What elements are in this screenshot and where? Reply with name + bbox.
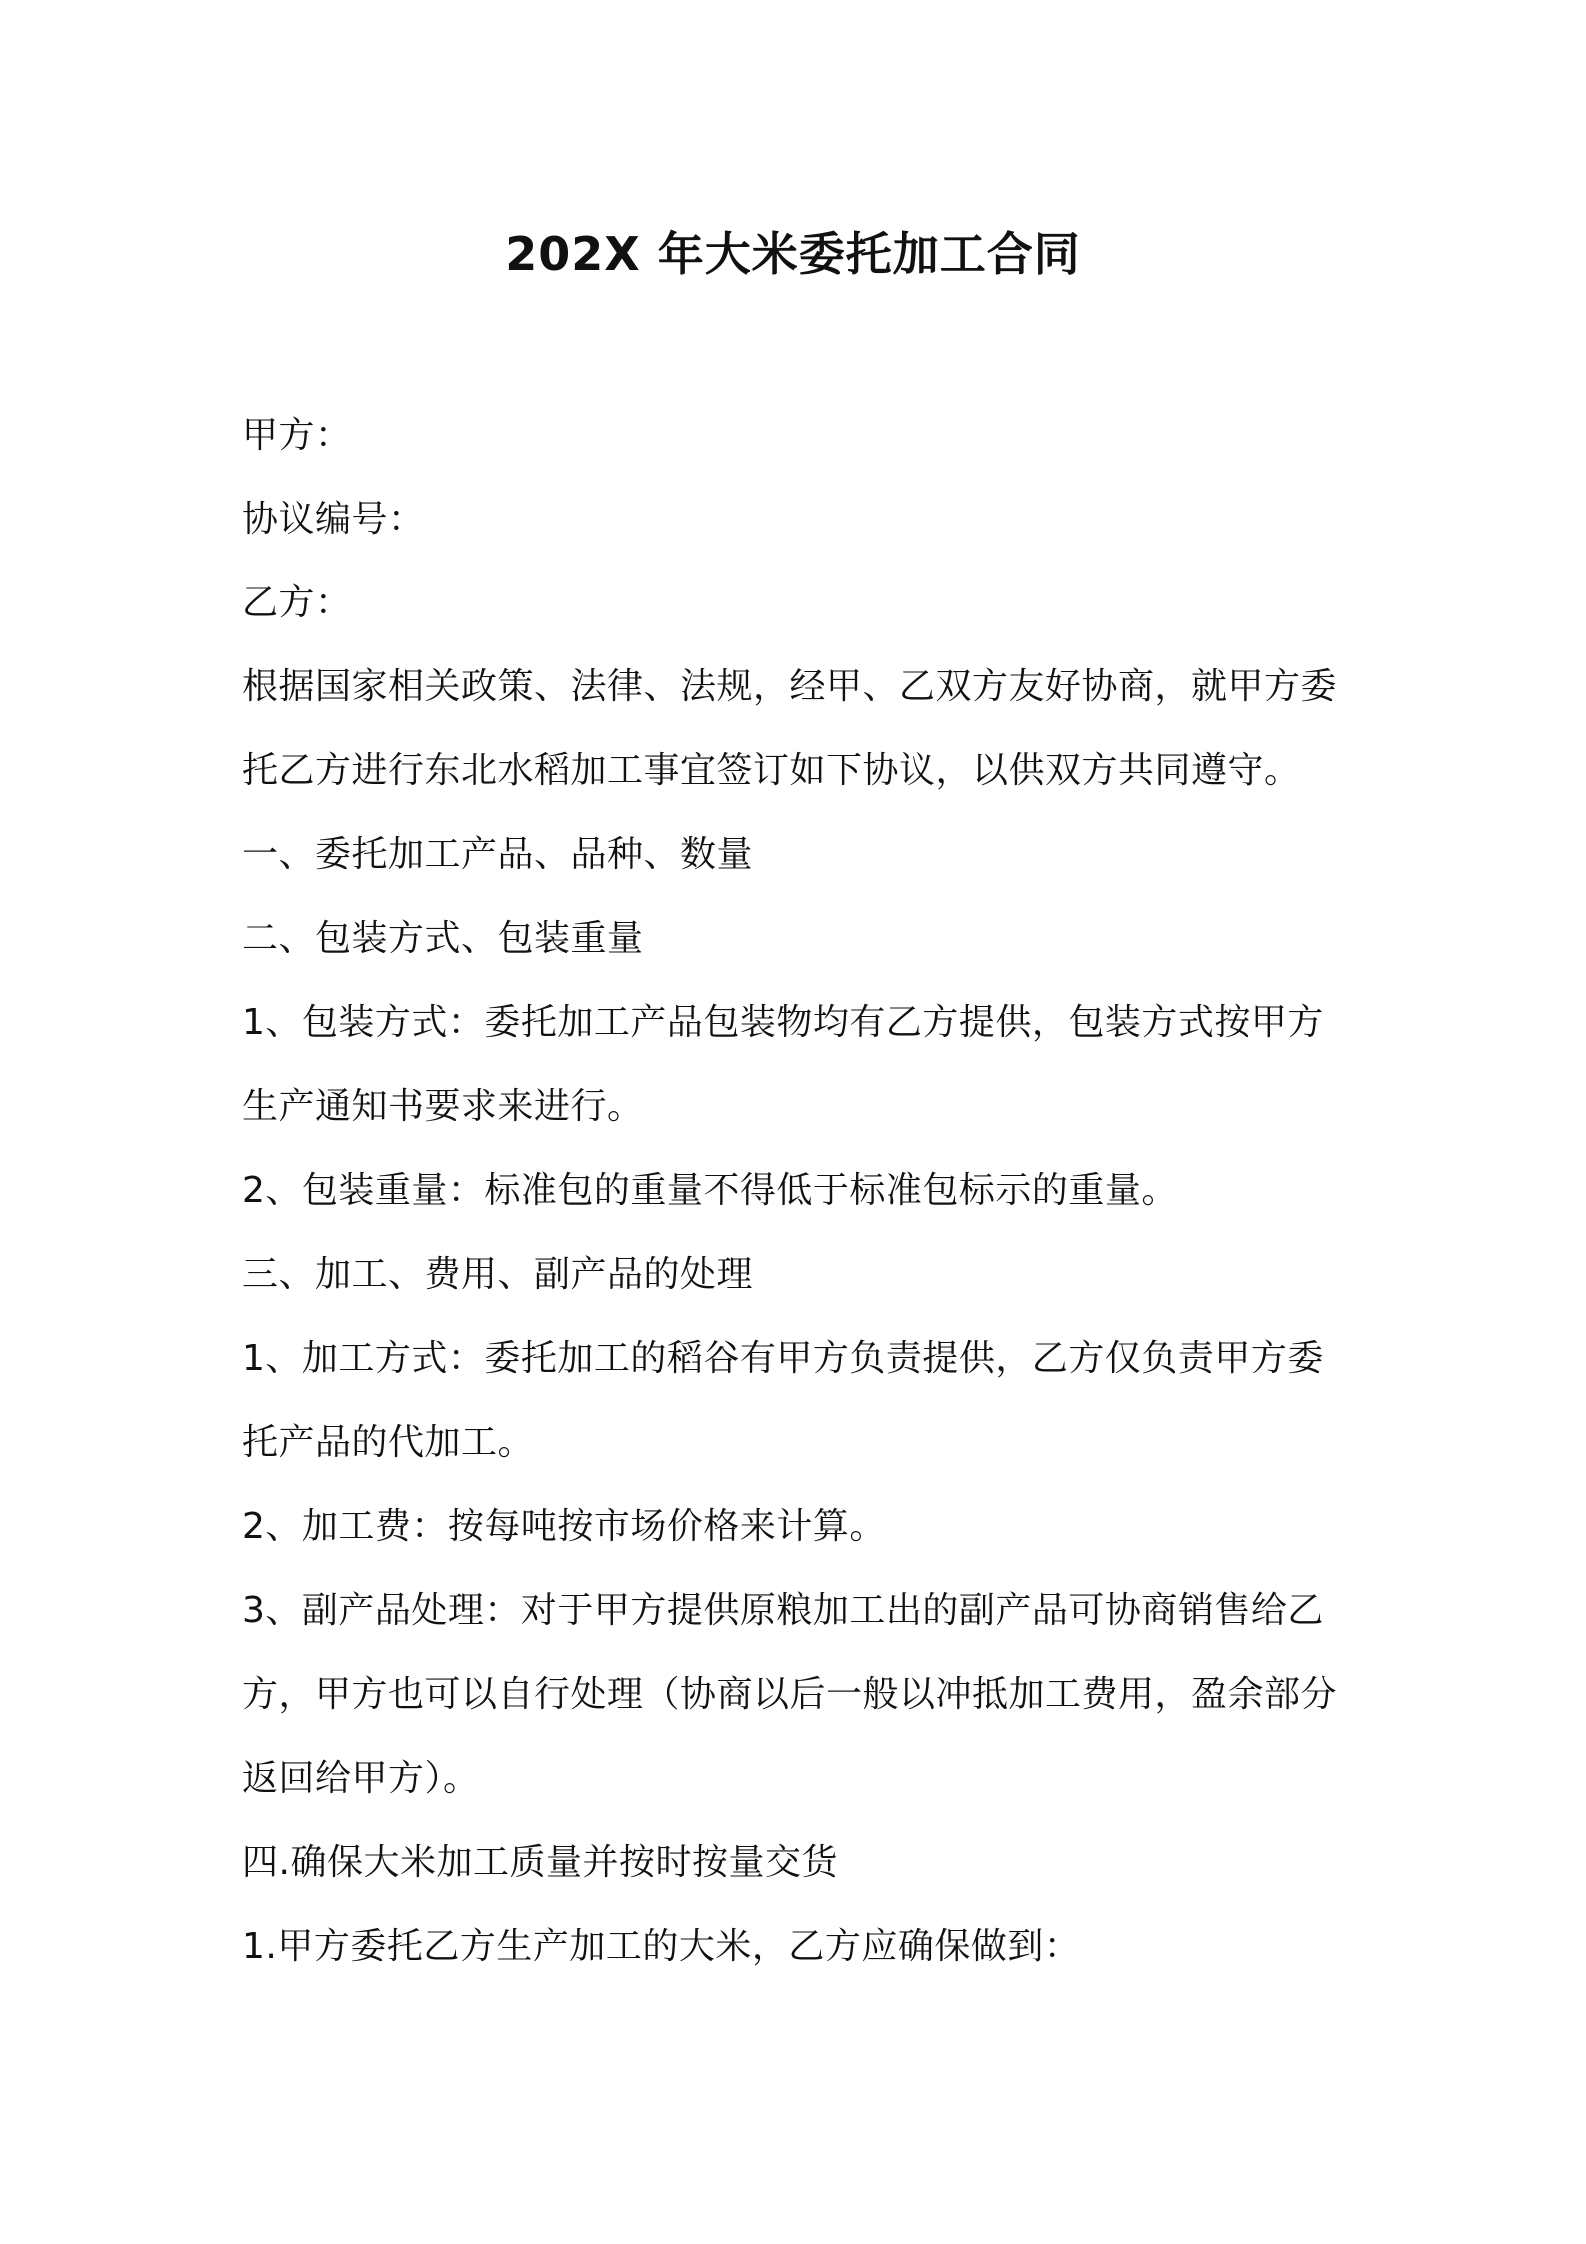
- section-3-heading: 三、加工、费用、副产品的处理: [242, 1254, 754, 1295]
- section-2-heading: 二、包装方式、包装重量: [242, 918, 644, 959]
- section-1-heading: 一、委托加工产品、品种、数量: [242, 834, 754, 875]
- section-3-item-3-line-3: 返回给甲方）。: [242, 1758, 480, 1799]
- section-3-item-1-line-2: 托产品的代加工。: [242, 1422, 535, 1463]
- section-2-item-1-line-2: 生产通知书要求来进行。: [242, 1086, 644, 1127]
- section-3-item-3-line-1: 3、副产品处理：对于甲方提供原粮加工出的副产品可协商销售给乙: [242, 1590, 1324, 1631]
- party-b-field: 乙方：: [242, 582, 352, 623]
- document-title: 202X 年大米委托加工合同: [505, 227, 1081, 281]
- preamble-line-1: 根据国家相关政策、法律、法规，经甲、乙双方友好协商，就甲方委: [242, 666, 1338, 707]
- section-4-item-1: 1.甲方委托乙方生产加工的大米，乙方应确保做到：: [242, 1926, 1081, 1967]
- preamble-line-2: 托乙方进行东北水稻加工事宜签订如下协议，以供双方共同遵守。: [242, 750, 1301, 791]
- section-4-heading: 四.确保大米加工质量并按时按量交货: [242, 1842, 838, 1883]
- agreement-number-field: 协议编号：: [242, 499, 425, 540]
- section-3-item-3-line-2: 方，甲方也可以自行处理（协商以后一般以冲抵加工费用，盈余部分: [242, 1674, 1338, 1715]
- section-2-item-2: 2、包装重量：标准包的重量不得低于标准包标示的重量。: [242, 1170, 1178, 1211]
- section-3-item-1-line-1: 1、加工方式：委托加工的稻谷有甲方负责提供，乙方仅负责甲方委: [242, 1338, 1324, 1379]
- section-2-item-1-line-1: 1、包装方式：委托加工产品包装物均有乙方提供，包装方式按甲方: [242, 1002, 1324, 1043]
- section-3-item-2: 2、加工费：按每吨按市场价格来计算。: [242, 1506, 886, 1547]
- party-a-field: 甲方：: [242, 415, 352, 456]
